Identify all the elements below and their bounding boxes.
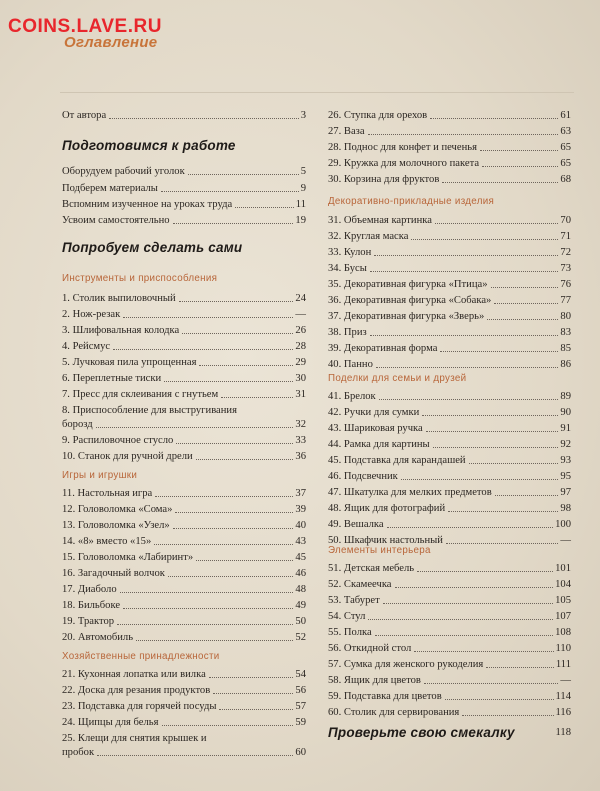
toc-entry[interactable]: 49. Вешалка 100 <box>328 519 571 530</box>
toc-entry-line1[interactable]: 8. Приспособление для выстругивания <box>62 405 237 416</box>
toc-entry[interactable]: 50. Шкафчик настольный — <box>328 535 571 546</box>
toc-entry[interactable]: 24. Щипцы для белья 59 <box>62 717 306 728</box>
subsection-heading-games: Игры и игрушки <box>62 470 138 481</box>
watermark-logo: COINS.LAVE.RU <box>8 16 162 37</box>
toc-entry[interactable]: 17. Диаболо 48 <box>62 584 306 595</box>
subsection-heading-interior: Элементы интерьера <box>328 545 431 556</box>
toc-entry[interactable]: Оборудуем рабочий уголок 5 <box>62 166 306 177</box>
divider <box>60 92 574 93</box>
toc-entry[interactable]: 32. Круглая маска 71 <box>328 231 571 242</box>
toc-entry[interactable]: 46. Подсвечник 95 <box>328 471 571 482</box>
toc-entry[interactable]: 23. Подставка для горячей посуды 57 <box>62 701 306 712</box>
toc-entry[interactable]: Усвоим самостоятельно 19 <box>62 215 306 226</box>
toc-entry[interactable]: 22. Доска для резания продуктов 56 <box>62 685 306 696</box>
toc-entry[interactable]: 57. Сумка для женского рукоделия 111 <box>328 659 571 670</box>
toc-entry[interactable]: 60. Столик для сервирования 116 <box>328 707 571 718</box>
toc-entry[interactable]: 26. Ступка для орехов 61 <box>328 110 571 121</box>
toc-entry[interactable]: 6. Переплетные тиски 30 <box>62 373 306 384</box>
toc-entry[interactable]: 55. Полка 108 <box>328 627 571 638</box>
toc-entry[interactable]: 4. Рейсмус 28 <box>62 341 306 352</box>
toc-entry[interactable]: 33. Кулон 72 <box>328 247 571 258</box>
section-heading-check: Проверьте свою смекалку <box>328 725 515 740</box>
toc-entry[interactable]: 53. Табурет 105 <box>328 595 571 606</box>
page-number: 118 <box>555 727 571 738</box>
toc-entry[interactable]: 21. Кухонная лопатка или вилка 54 <box>62 669 306 680</box>
toc-entry[interactable]: 20. Автомобиль 52 <box>62 632 306 643</box>
toc-entry[interactable]: 15. Головоломка «Лабиринт» 45 <box>62 552 306 563</box>
toc-entry[interactable]: 56. Откидной стол 110 <box>328 643 571 654</box>
toc-entry[interactable]: 35. Декоративная фигурка «Птица» 76 <box>328 279 571 290</box>
toc-entry[interactable]: От автора 3 <box>62 110 306 121</box>
toc-entry[interactable]: 58. Ящик для цветов — <box>328 675 571 686</box>
toc-entry[interactable]: 10. Станок для ручной дрели 36 <box>62 451 306 462</box>
toc-entry[interactable]: 1. Столик выпиловочный 24 <box>62 293 306 304</box>
subsection-heading-family: Поделки для семьи и друзей <box>328 373 467 384</box>
toc-entry[interactable]: борозд 32 <box>62 419 306 430</box>
toc-entry[interactable]: 51. Детская мебель 101 <box>328 563 571 574</box>
toc-entry[interactable]: 34. Бусы 73 <box>328 263 571 274</box>
toc-entry[interactable]: 44. Рамка для картины 92 <box>328 439 571 450</box>
toc-entry[interactable]: 36. Декоративная фигурка «Собака» 77 <box>328 295 571 306</box>
subsection-heading-decorative: Декоративно-прикладные изделия <box>328 196 495 207</box>
toc-entry[interactable]: 16. Загадочный волчок 46 <box>62 568 306 579</box>
toc-entry[interactable]: 14. «8» вместо «15» 43 <box>62 536 306 547</box>
toc-entry[interactable]: 3. Шлифовальная колодка 26 <box>62 325 306 336</box>
toc-entry[interactable]: 54. Стул 107 <box>328 611 571 622</box>
toc-entry[interactable]: 13. Головоломка «Узел» 40 <box>62 520 306 531</box>
toc-entry[interactable]: Вспомним изученное на уроках труда 11 <box>62 199 306 210</box>
section-heading-prep: Подготовимся к работе <box>62 138 236 153</box>
toc-entry[interactable]: 18. Бильбоке 49 <box>62 600 306 611</box>
toc-entry[interactable]: 27. Ваза 63 <box>328 126 571 137</box>
toc-entry[interactable]: 19. Трактор 50 <box>62 616 306 627</box>
toc-entry[interactable]: 43. Шариковая ручка 91 <box>328 423 571 434</box>
toc-entry[interactable]: 28. Поднос для конфет и печенья 65 <box>328 142 571 153</box>
toc-entry[interactable]: 59. Подставка для цветов 114 <box>328 691 571 702</box>
page-title: Оглавление <box>64 34 158 51</box>
toc-entry[interactable]: 11. Настольная игра 37 <box>62 488 306 499</box>
toc-entry[interactable]: пробок 60 <box>62 747 306 758</box>
toc-entry[interactable]: 31. Объемная картинка 70 <box>328 215 571 226</box>
toc-entry[interactable]: 9. Распиловочное стусло 33 <box>62 435 306 446</box>
toc-entry[interactable]: 2. Нож-резак — <box>62 309 306 320</box>
toc-entry[interactable]: 40. Панно 86 <box>328 359 571 370</box>
toc-entry[interactable]: 37. Декоративная фигурка «Зверь» 80 <box>328 311 571 322</box>
toc-entry[interactable]: 30. Корзина для фруктов 68 <box>328 174 571 185</box>
toc-entry[interactable]: 41. Брелок 89 <box>328 391 571 402</box>
toc-entry-line1[interactable]: 25. Клещи для снятия крышек и <box>62 733 207 744</box>
toc-entry[interactable]: 12. Головоломка «Сома» 39 <box>62 504 306 515</box>
subsection-heading-household: Хозяйственные принадлежности <box>62 651 220 662</box>
toc-entry-check[interactable] <box>328 725 571 740</box>
toc-entry[interactable]: 52. Скамеечка 104 <box>328 579 571 590</box>
subsection-heading-tools: Инструменты и приспособления <box>62 273 218 284</box>
toc-entry[interactable]: 47. Шкатулка для мелких предметов 97 <box>328 487 571 498</box>
toc-entry[interactable]: 5. Лучковая пила упрощенная 29 <box>62 357 306 368</box>
toc-entry[interactable]: 42. Ручки для сумки 90 <box>328 407 571 418</box>
toc-entry[interactable]: 45. Подставка для карандашей 93 <box>328 455 571 466</box>
toc-entry[interactable]: 39. Декоративная форма 85 <box>328 343 571 354</box>
toc-entry[interactable]: 7. Пресс для склеивания с гнутьем 31 <box>62 389 306 400</box>
section-heading-try: Попробуем сделать сами <box>62 240 243 255</box>
toc-entry[interactable]: 29. Кружка для молочного пакета 65 <box>328 158 571 169</box>
toc-entry[interactable]: Подберем материалы 9 <box>62 183 306 194</box>
toc-entry[interactable]: 38. Приз 83 <box>328 327 571 338</box>
toc-entry[interactable]: 48. Ящик для фотографий 98 <box>328 503 571 514</box>
